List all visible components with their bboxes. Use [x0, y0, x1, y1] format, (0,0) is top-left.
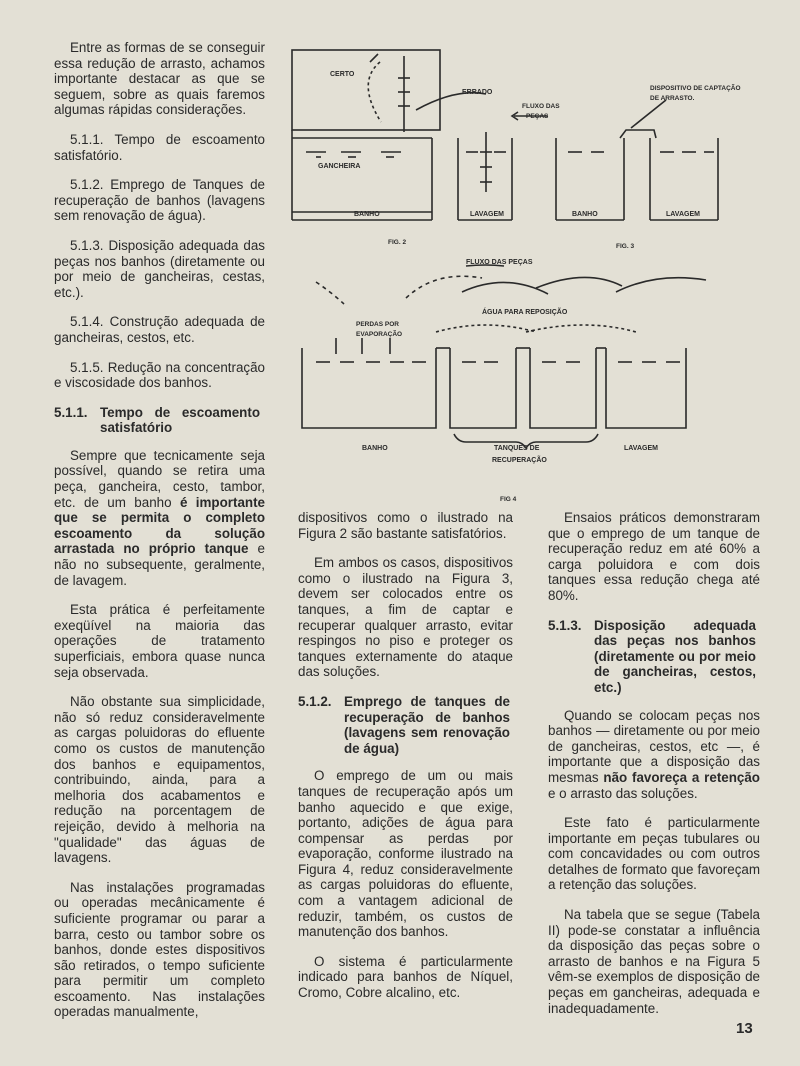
paragraph: Ensaios práticos demonstraram que o emprego de um tanque de recuperação reduz em até 60% a carga poluidora e com dois tanques essa redução chega até 80%. — [548, 510, 760, 603]
list-item: 5.1.4. Construção adequada de gancheiras, cestos, etc. — [54, 314, 265, 345]
right-column — [548, 510, 760, 1030]
figure-caption-3: FIG. 3 — [616, 243, 635, 250]
paragraph: Este fato é particularmente importante em peças tubulares ou com concavidades ou com outros detalhes de formato que favoreçam a retenção das soluções. — [548, 815, 760, 893]
paragraph: Quando se colocam peças nos banhos — diretamente ou por meio de gancheiras, cestos, etc —, é importante que a disposição das mesmas não favoreça a retenção e o arrasto das soluções. — [548, 707, 760, 801]
label-fluxo-pecas: FLUXO DAS PEÇAS — [466, 259, 533, 266]
list-item: 5.1.1. Tempo de escoamento satisfatório. — [54, 131, 265, 163]
figures-2-3-4 — [286, 42, 786, 504]
label-certo: CERTO — [330, 71, 355, 78]
section-heading-5-1-2: 5.1.2. Emprego de tanques de recuperação de banhos (lavagens sem renovação de água) — [298, 693, 510, 756]
paragraph: O sistema é particularmente indicado para banhos de Níquel, Cromo, Cobre alcalino, etc. — [298, 953, 513, 1001]
page-number: 13 — [736, 1020, 753, 1037]
label-banho: BANHO — [354, 211, 380, 218]
label-gancheira: GANCHEIRA — [318, 163, 361, 170]
figure-caption-2: FIG. 2 — [388, 239, 407, 246]
label-tanques-1: TANQUES DE — [494, 445, 540, 452]
emphasis-text: não favoreça a retenção — [603, 769, 760, 785]
list-item: 5.1.3. Disposição adequada das peças nos banhos (diretamente ou por meio de gancheiras, cestas, etc.). — [54, 237, 265, 300]
label-dispositivo-2: DE ARRASTO. — [650, 95, 695, 102]
figure-2 — [292, 50, 512, 220]
label-dispositivo-1: DISPOSITIVO DE CAPTAÇÃO — [650, 85, 741, 92]
figure-4 — [302, 265, 706, 448]
label-perdas-1: PERDAS POR — [356, 321, 399, 328]
label-fluxo-small-2: PEÇAS — [526, 113, 549, 120]
left-column — [54, 40, 265, 1034]
paragraph: Na tabela que se segue (Tabela II) pode-se constatar a influência da disposição das peças sobre o arrasto de banhos e na Figura 5 vêm-se exemplos de disposição de peças em gancheiras, adequada e inadequadamente. — [548, 907, 760, 1016]
paragraph: Nas instalações programadas ou operadas mecânicamente é suficiente programar ou parar a barra, cesto ou tambor sobre os banhos, donde estes dispositivos são retirados, o tempo suficiente para permitir um completo escoamento. Nas instalações operadas manualmente, — [54, 879, 265, 1020]
label-banho-fig3: BANHO — [572, 211, 598, 218]
label-lavagem-fig3: LAVAGEM — [666, 211, 700, 218]
paragraph: Esta prática é perfeitamente exeqüível na maioria das operações de tratamento superficiais, embora quase nunca seja observada. — [54, 602, 265, 680]
middle-column — [298, 510, 513, 1015]
paragraph: Em ambos os casos, dispositivos como o ilustrado na Figura 3, devem ser colocados entre os tanques, a fim de captar e recuperar qualquer arrasto, evitar respingos no piso e proteger os tanques externamente do ataque das soluções. — [298, 555, 513, 680]
figure-caption-4: FIG 4 — [500, 496, 517, 503]
label-agua-reposicao: ÁGUA PARA REPOSIÇÃO — [482, 309, 568, 316]
label-fluxo-small-1: FLUXO DAS — [522, 103, 560, 110]
label-perdas-2: EVAPORAÇÃO — [356, 331, 403, 338]
list-item: 5.1.2. Emprego de Tanques de recuperação de banhos (lavagens sem renovação de água). — [54, 177, 265, 224]
paragraph: dispositivos como o ilustrado na Figura 2 são bastante satisfatórios. — [298, 510, 513, 541]
label-lavagem: LAVAGEM — [470, 211, 504, 218]
section-heading-5-1-3: 5.1.3. Disposição adequada das peças nos banhos (diretamente ou por meio de gancheiras, cestos, etc.) — [548, 617, 756, 695]
label-tanques-2: RECUPERAÇÃO — [492, 457, 547, 464]
list-item: 5.1.5. Redução na concentração e viscosidade dos banhos. — [54, 359, 265, 391]
paragraph: Sempre que tecnicamente seja possível, quando se retira uma peça, gancheira, cesto, tambor, etc. de um banho é importante que se permita o completo escoamento da solução arrastada no próprio tanque e não no subsequente, geralmente, de lavagem. — [54, 447, 265, 588]
paragraph: Não obstante sua simplicidade, não só reduz consideravelmente as cargas poluidoras do efluente como os custos de manutenção dos banhos e equipamentos, contribuindo, ainda, para a melhoria dos acabamentos e redução na porcentagem de rejeição, devido à melhoria na "qualidade" das águas de lavagens. — [54, 694, 265, 866]
label-lavagem-fig4: LAVAGEM — [624, 445, 658, 452]
section-heading-5-1-1: 5.1.1. Tempo de escoamento satisfatório — [54, 404, 260, 436]
label-banho-fig4: BANHO — [362, 445, 388, 452]
intro-paragraph: Entre as formas de se conseguir essa redução de arrasto, achamos importante destacar as que se seguem, sobre as quais faremos algumas rápidas considerações. — [54, 40, 265, 118]
emphasis-text: é importante que se permita o completo escoamento da solução arrastada no próprio tanque — [54, 494, 265, 557]
paragraph: O emprego de um ou mais tanques de recuperação após um banho aquecido e que exige, portanto, adições de água para compensar as perdas por evaporação, conforme ilustrado na Figura 4, reduz consideravelmente as cargas poluidoras do efluente, com a vantagem adicional de reduzir, também, os custos de manutenção dos banhos. — [298, 768, 513, 940]
label-errado: ERRADO — [462, 89, 493, 96]
